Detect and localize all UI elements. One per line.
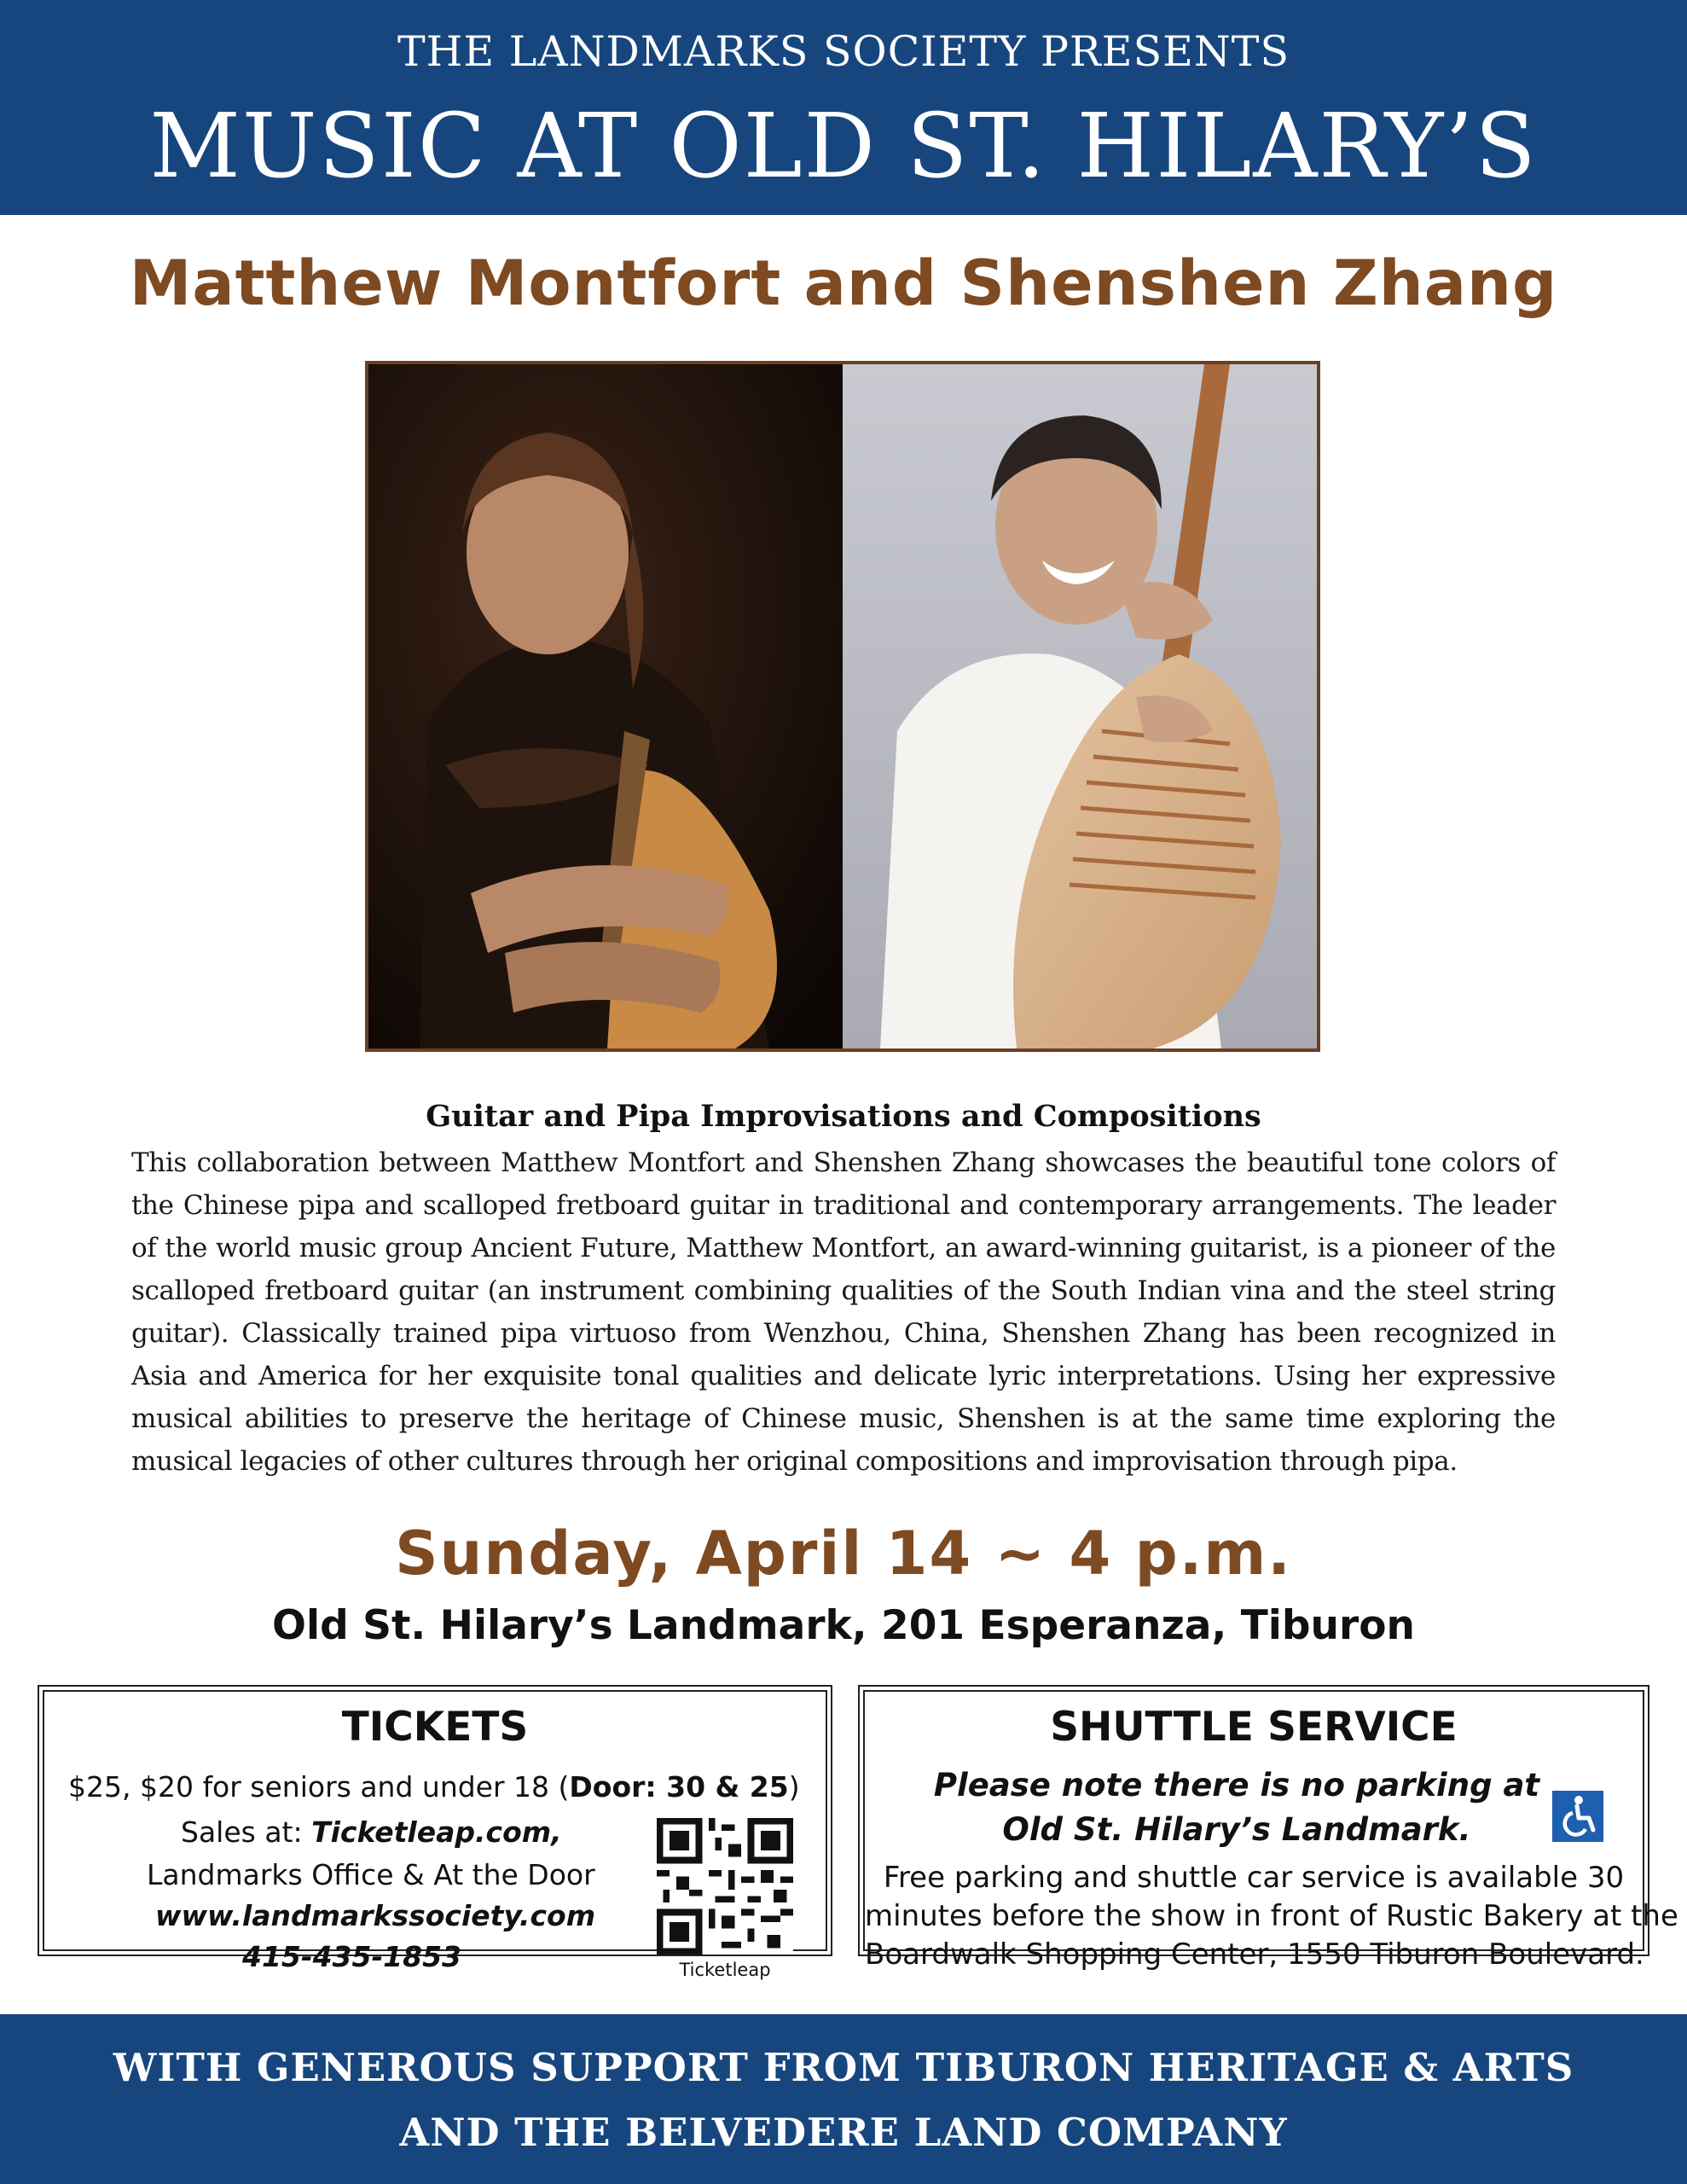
footer-band — [0, 2014, 1687, 2184]
ticket-prices: $25, $20 for seniors and under 18 (Door: 30 & 25) — [68, 1770, 800, 1804]
event-date-time: Sunday, April 14 ~ 4 p.m. — [395, 1519, 1292, 1589]
parking-note-2: Old St. Hilary’s Landmark. — [1002, 1811, 1471, 1848]
support-line-1: WITH GENEROUS SUPPORT FROM TIBURON HERITAGE & ARTS — [113, 2045, 1574, 2090]
tickets-box — [38, 1685, 832, 1980]
wheelchair-accessible-icon — [1552, 1791, 1603, 1842]
parking-note-1: Please note there is no parking at — [933, 1767, 1540, 1804]
support-line-2: AND THE BELVEDERE LAND COMPANY — [399, 2110, 1288, 2155]
tickets-heading: TICKETS — [341, 1704, 529, 1751]
presents-line: THE LANDMARKS SOCIETY PRESENTS — [397, 27, 1290, 76]
shuttle-info-1: Free parking and shuttle car service is available 30 — [883, 1861, 1625, 1895]
event-venue: Old St. Hilary’s Landmark, 201 Esperanza, Tiburon — [272, 1602, 1415, 1649]
header-band — [0, 0, 1687, 215]
qr-code[interactable] — [657, 1818, 793, 1955]
shuttle-info-3: Boardwalk Shopping Center, 1550 Tiburon Boulevard. — [865, 1937, 1644, 1972]
shuttle-info-2: minutes before the show in front of Rustic Bakery at the — [865, 1899, 1678, 1933]
shuttle-heading: SHUTTLE SERVICE — [1050, 1704, 1458, 1751]
guitarist-photo — [368, 364, 843, 1048]
program-subheading: Guitar and Pipa Improvisations and Compositions — [426, 1099, 1261, 1134]
shuttle-box — [858, 1685, 1678, 1972]
pipa-player-photo — [843, 364, 1317, 1048]
series-title: MUSIC AT OLD ST. HILARY’S — [149, 94, 1538, 198]
program-description: This collaboration between Matthew Montfort and Shenshen Zhang showcases the beautiful tone colors of the Chinese pipa and scalloped fretboard guitar in traditional and contemporary arrangements. The leader of the world music group Ancient Future, Matthew Montfort, an award-winning guitarist, is a pioneer of the scalloped fretboard guitar (an instrument combining qualities of the South Indian vina and the steel string guitar). Classically trained pipa virtuoso from Wenzhou, China, Shenshen Zhang has been recognized in Asia and America for her exquisite tonal qualities and delicate lyric interpretations. Using her expressive musical abilities to preserve the heritage of Chinese music, Shenshen is at the same time exploring the musical legacies of other cultures through her original compositions and improvisation through pipa. — [131, 1147, 1556, 1477]
sales-other: Landmarks Office & At the Door — [147, 1858, 595, 1891]
performers-title: Matthew Montfort and Shenshen Zhang — [129, 247, 1558, 320]
website-link[interactable]: www.landmarkssociety.com — [155, 1899, 596, 1932]
door-prices: Door: 30 & 25 — [569, 1770, 789, 1804]
performer-photos — [365, 361, 1320, 1052]
phone-number: 415-435-1853 — [242, 1940, 462, 1973]
sales-line: Sales at: Ticketleap.com, — [181, 1815, 562, 1849]
ticketleap-link[interactable]: Ticketleap.com, — [311, 1815, 562, 1849]
qr-caption: Ticketleap — [679, 1960, 771, 1980]
